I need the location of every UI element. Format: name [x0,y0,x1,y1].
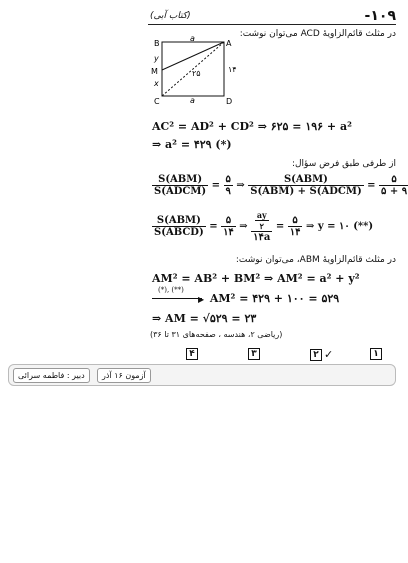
statement-abm: در مثلث قائم‌الزاویهٔ ABM، می‌توان نوشت: [235,255,396,265]
label-25: ۲۵ [192,69,201,78]
option-2[interactable] [310,348,333,361]
eq6-expr: AM² = ۴۲۹ + ۱۰۰ = ۵۲۹ [209,292,340,305]
eq3-den4: ۵ + ۹ [381,186,408,197]
eq4-den4: ۱۴ [289,227,301,238]
teacher-tag: دبیر : فاطمه سرائی [13,368,90,383]
eq3-den2: ۹ [225,186,231,197]
eq4-den3: ۱۴a [253,232,271,243]
footer-bar [8,364,396,386]
option-1[interactable] [370,348,382,360]
equation-4: $\frac{\text{S(ABM)}}{\text{S(ABCD)}}$ = $\frac{۵}{۱۴}$ ⇒ $\frac{\frac{ay}{۲}}{۱۴a}$ = $\frac{۵}{۱۴}$ ⇒ y = ۱۰ (**) [154,210,374,243]
check-icon: ✓ [324,348,334,361]
eq3-num1: S(ABM) [152,174,208,186]
label-d: D [226,97,233,106]
equation-7: ⇒ AM = √۵۲۹ = ۲۳ [152,312,257,325]
eq3-den3: S(ABM) + S(ADCM) [250,186,362,197]
option-4[interactable] [186,348,198,360]
option-box: ۱ [370,348,382,360]
segment-am [162,42,224,70]
eq4-den2: ۱۴ [223,227,234,238]
option-3[interactable] [248,348,260,360]
rectangle-figure [148,34,243,106]
equation-5: AM² = AB² + BM² ⇒ AM² = a² + y² [152,272,360,285]
label-c: C [154,97,160,106]
label-a-top: a [190,34,195,43]
implies-arrow-icon [152,298,202,299]
label-m: M [151,67,158,76]
equation-1: AC² = AD² + CD² ⇒ ۶۲۵ = ۱۹۶ + a² [152,120,352,133]
option-box: ۴ [186,348,198,360]
eq4-num3-mid: ۲ [259,221,264,231]
eq3-num3: S(ABM) [248,174,363,186]
eq4-num3-top: ay [256,210,267,220]
equation-6 [152,286,340,306]
label-14: ۱۴ [228,65,237,74]
eq3-num4: ۵ [379,174,408,186]
arrow-head-icon: ▶ [198,294,205,304]
question-number: -۱۰۹ [364,8,396,24]
label-x: x [154,79,159,88]
eq3-den1: S(ADCM) [154,186,207,197]
exam-tag: آزمون ۱۶ آذر [97,368,151,383]
equation-2: ⇒ a² = ۴۲۹ (*) [152,138,232,151]
eq4-num2: ۵ [221,215,236,227]
label-a-bottom: a [190,96,195,105]
label-b: B [154,39,160,48]
label-a: A [226,39,232,48]
statement-acd: در مثلث قائم‌الزاویهٔ ACD می‌توان نوشت: [239,29,396,39]
equation-3: $\frac{\text{S(ABM)}}{\text{S(ADCM)}}$ = $\frac{۵}{۹}$ ⇒ $\frac{\text{S(ABM)}}{\text{S(ABM) + S(ADCM)}}$ = $\frac{۵}{۵ + ۹}$ [154,174,408,197]
eq4-tail: ⇒ y = ۱۰ (**) [305,221,374,232]
option-box: ۲ [310,349,322,361]
eq4-num4: ۵ [288,215,303,227]
source-note: (کتاب آبی) [150,11,191,21]
eq4-num1: S(ABM) [152,215,206,227]
reference-note: (ریاضی ۲، هندسه ، صفحه‌های ۳۱ تا ۳۶) [150,330,283,339]
eq3-num2: ۵ [225,174,231,185]
label-y: y [154,54,159,63]
header-rule [148,24,396,25]
statement-assumption: از طرفی طبق فرض سؤال: [291,159,396,169]
option-box: ۳ [248,348,260,360]
eq6-label: (*), (**) [158,286,184,294]
eq4-den1: S(ABCD) [154,227,204,238]
